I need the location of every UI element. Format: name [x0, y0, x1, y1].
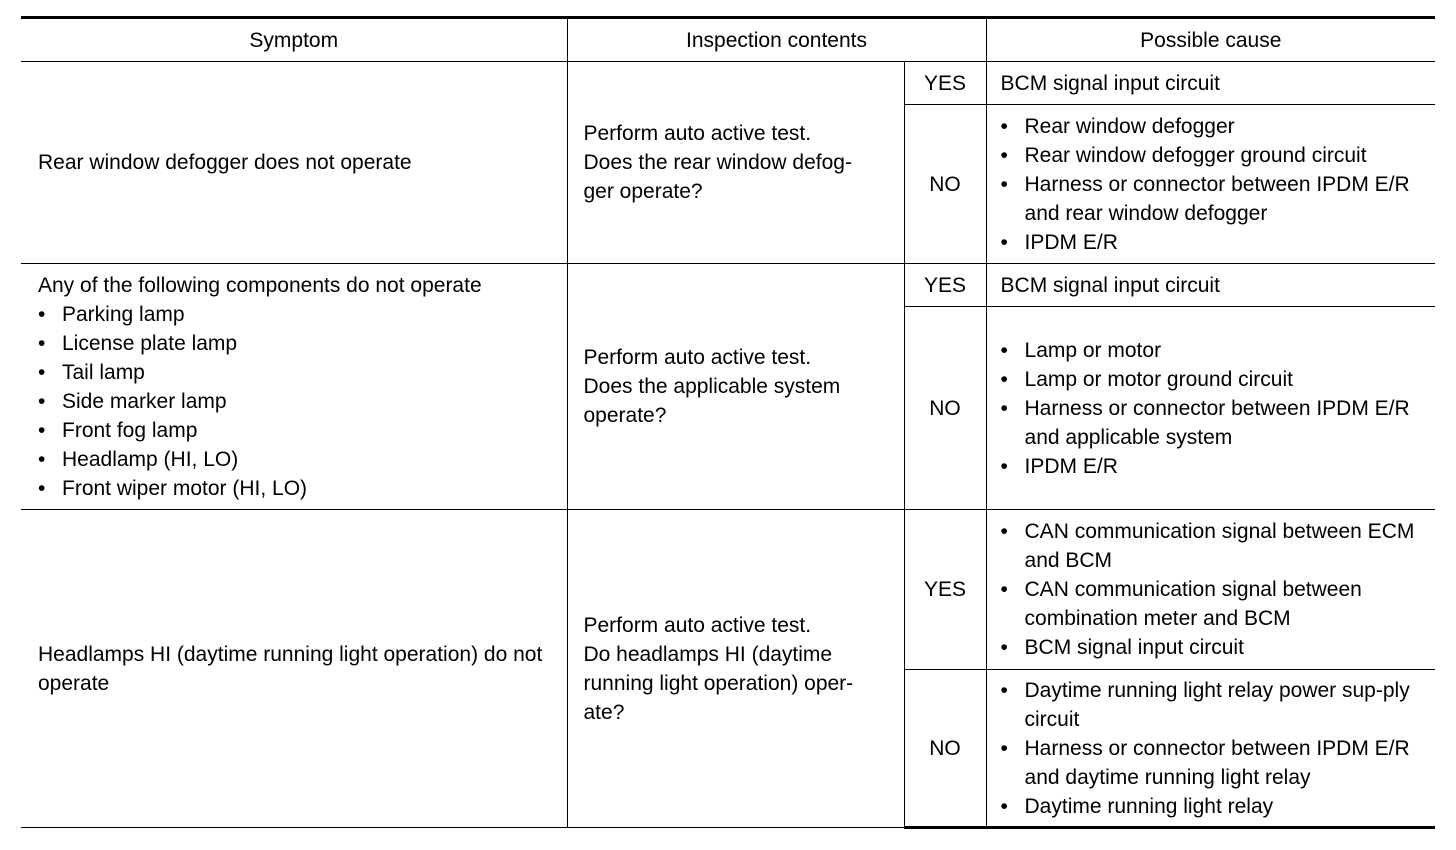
answer-yes: YES — [904, 62, 986, 105]
answer-yes: YES — [904, 510, 986, 670]
list-item: • Front fog lamp — [38, 418, 198, 442]
cause-no — [986, 307, 1435, 510]
cause-list — [1001, 336, 1432, 481]
inspection-line: Do headlamps HI (daytime — [583, 642, 833, 666]
list-item: • Headlamp (HI, LO) — [38, 447, 239, 471]
cause-yes: BCM signal input circuit — [986, 62, 1435, 105]
symptom-text: Any of the following components do not operate — [38, 273, 482, 297]
list-item: • License plate lamp — [38, 331, 238, 355]
cause-list — [1001, 112, 1432, 257]
symptom-cell — [21, 510, 567, 828]
header-inspection: Inspection contents — [567, 18, 986, 62]
inspection-line: Does the applicable system — [583, 375, 841, 398]
list-item: • IPDM E/R — [1000, 454, 1118, 478]
list-item: • Lamp or motor — [1000, 338, 1162, 362]
inspection-line: Perform auto active test. — [583, 122, 812, 145]
answer-no: NO — [904, 670, 986, 828]
table-row — [21, 264, 1435, 307]
inspection-line: operate? — [583, 404, 667, 427]
cause-yes: BCM signal input circuit — [986, 264, 1435, 307]
table-row — [21, 62, 1435, 105]
list-item: • CAN communication signal between combination meter and BCM — [1000, 578, 1362, 630]
list-item: • Harness or connector between IPDM E/R and daytime running light relay — [1000, 736, 1410, 789]
cause-list — [1001, 517, 1432, 662]
symptom-text: Rear window defogger does not operate — [38, 151, 412, 174]
inspection-line: Perform auto active test. — [583, 346, 812, 369]
header-symptom: Symptom — [21, 18, 567, 62]
list-item: • Rear window defogger — [1000, 114, 1235, 138]
list-item: • Harness or connector between IPDM E/R and rear window defogger — [1000, 172, 1410, 225]
symptom-list — [38, 300, 567, 503]
list-item: • Lamp or motor ground circuit — [1000, 367, 1293, 391]
list-item: • Daytime running light relay — [1000, 794, 1274, 818]
list-item: • Side marker lamp — [38, 389, 227, 413]
list-item: • BCM signal input circuit — [1000, 636, 1244, 659]
inspection-line: ger operate? — [583, 180, 703, 203]
list-item: • IPDM E/R — [1000, 230, 1118, 254]
header-possible-cause: Possible cause — [986, 18, 1435, 62]
table-row — [21, 510, 1435, 670]
inspection-cell — [567, 510, 904, 828]
inspection-line: ate? — [583, 700, 625, 724]
list-item: • Front wiper motor (HI, LO) — [38, 476, 308, 500]
list-item: • Tail lamp — [38, 360, 145, 384]
symptom-cell — [21, 264, 567, 510]
header-row — [21, 18, 1435, 62]
cause-yes — [986, 510, 1435, 670]
inspection-line: Perform auto active test. — [583, 613, 812, 637]
list-item: • Harness or connector between IPDM E/R and applicable system — [1000, 396, 1410, 449]
symptom-text: Headlamps HI (daytime running light operation) do not operate — [38, 642, 543, 695]
cause-no — [986, 670, 1435, 828]
inspection-line: Does the rear window defog- — [583, 151, 852, 174]
symptom-cell — [21, 62, 567, 264]
answer-no: NO — [904, 307, 986, 510]
cause-list — [1001, 676, 1432, 821]
list-item: • Daytime running light relay power sup-ply circuit — [1000, 678, 1410, 731]
list-item: • Rear window defogger ground circuit — [1000, 143, 1367, 167]
inspection-cell — [567, 62, 904, 264]
inspection-line: running light operation) oper- — [583, 671, 854, 695]
list-item: • Parking lamp — [38, 302, 185, 326]
diagnosis-table — [21, 16, 1435, 829]
answer-no: NO — [904, 105, 986, 264]
list-item: • CAN communication signal between ECM and BCM — [1000, 520, 1415, 572]
answer-yes: YES — [904, 264, 986, 307]
cause-no — [986, 105, 1435, 264]
inspection-cell — [567, 264, 904, 510]
